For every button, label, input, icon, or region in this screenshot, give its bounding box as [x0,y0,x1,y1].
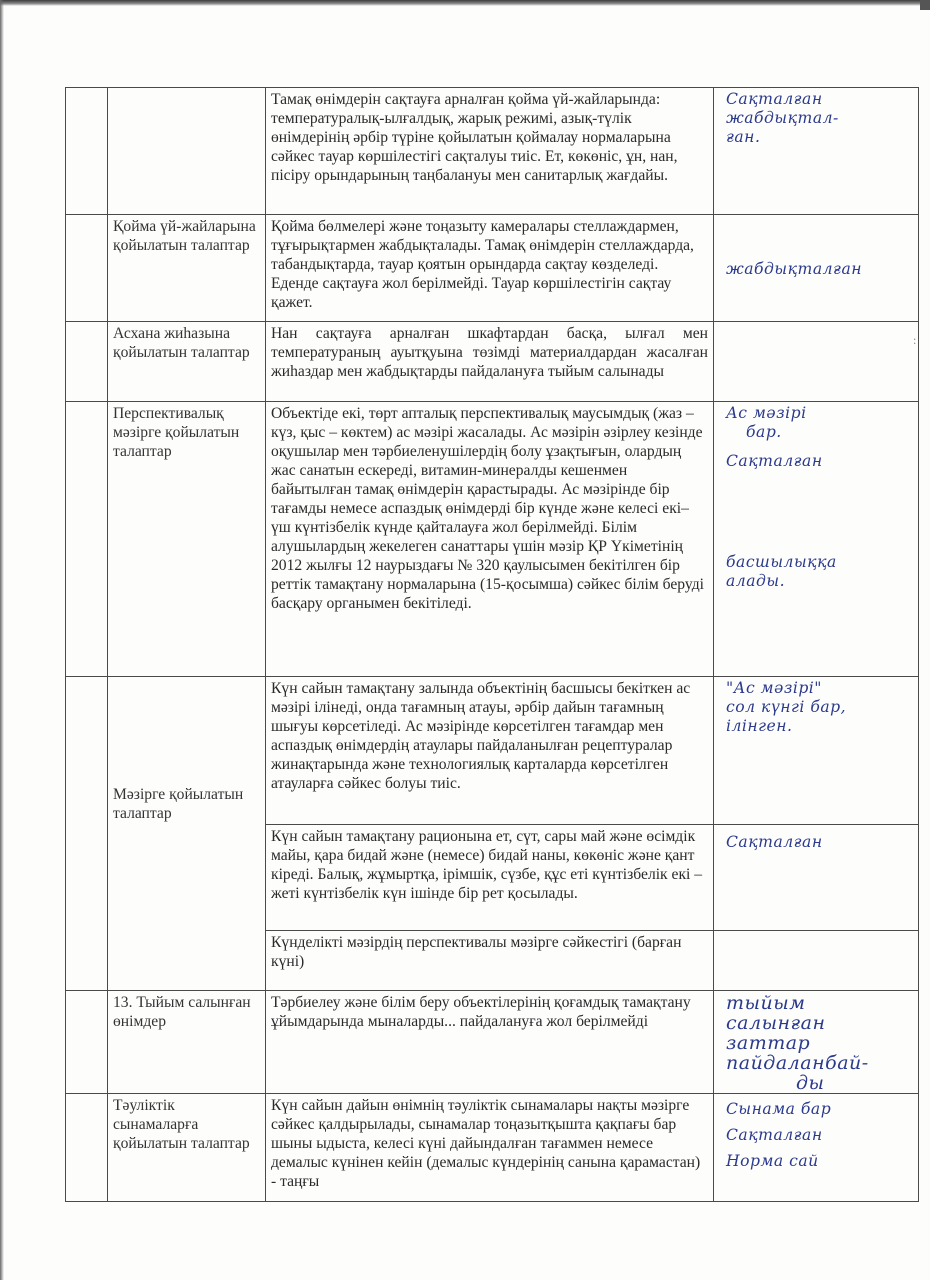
table-row [66,402,919,677]
requirement-cell: Нан сақтауға арналған шкафтардан басқа, ылғал мен температураның ауытқуына төзімді материалдардан жасалған жиһаздар мен жабдықтарды пайдалануға тыйым салынады [266,322,714,402]
category-cell: Қойма үй-жайларына қойылатын талаптар [108,215,266,322]
handwritten-note [714,1094,919,1202]
requirement-cell: Күн сайын тамақтану залында объектінің басшысы бекіткен ас мәзірі ілінеді, онда тағамның атауы, әрбір дайын тағамның шығуы көрсетіледі. Ас мәзірінде көрсетілген тағамдар мен аспаздық өнімдердің атаулары пайдаланылған рецептуралар жинақтарында және технологиялық карталарда көрсетілген атауларға сәйкес болуы тиіс. [266,677,714,825]
row-number-cell [66,215,108,322]
category-cell [108,88,266,215]
requirement-cell: Күн сайын тамақтану рационына ет, сүт, сары май және өсімдік майы, қара бидай және (немесе) бидай наны, көкөніс және қант кіреді. Балық, жұмыртқа, ірімшік, сүзбе, құс еті күнтізбелік екі – жеті күнтізбелік күн ішінде бір рет қосылады. [266,825,714,931]
requirement-cell: Күнделікті мәзірдің перспективалы мәзірге сәйкестігі (барған күні) [266,931,714,991]
category-cell: 13. Тыйым салынған өнімдер [108,991,266,1094]
table-row [66,215,919,322]
requirement-cell: Тамақ өнімдерін сақтауға арналған қойма үй-жайларында: температуралық-ылғалдық, жарық режимі, азық-түлік өнімдерінің әрбір түріне қойылатын қоймалау нормаларына сәйкес тауар көршілестігі сақталуы тиіс. Ет, көкөніс, ұн, нан, пісіру орындарының таңбалануы мен санитарлық жағдайы. [266,88,714,215]
table-row [66,677,919,825]
note-line: ды [796,1072,825,1094]
margin-mark: : [913,333,917,347]
note-line: жабдықталған [726,259,863,278]
note-line: Норма сай [726,1152,819,1170]
handwritten-note [714,88,919,215]
row-number-cell [66,1094,108,1202]
note-line: тыйым [726,992,806,1014]
note-line: Сақталған [726,833,823,851]
table-row [66,322,919,402]
note-line: бар. [746,423,782,441]
handwritten-note [714,825,919,931]
category-cell: Мәзірге қойылатын талаптар [108,677,266,991]
handwritten-note [714,215,919,322]
handwritten-note [714,931,919,991]
note-line: Сақталған [726,452,823,470]
category-cell: Перспективалық мәзірге қойылатын талаптар [108,402,266,677]
row-number-cell [66,322,108,402]
scan-edge-top [0,0,930,6]
requirement-cell: Күн сайын дайын өнімнің тәуліктік сынамалары нақты мәзірге сәйкес қалдырылады, сынамалар тоңазытқышта қақпағы бар шыны ыдыста, келесі күні дайындалған тағаммен немесе демалыс күнінен кейін (демалыс күндерінің санына қарамастан) - таңғы [266,1094,714,1202]
requirement-cell: Қойма бөлмелері және тоңазыту камералары стеллаждармен, тұғырықтармен жабдықталады. Тамақ өнімдерін стеллаждарда, табандықтарда, тауар қоятын орындарда сақтау көзделеді. Еденде сақтауға жол берілмейді. Тауар көршілестігін сақтау қажет. [266,215,714,322]
note-line: салынған заттар [726,1012,826,1054]
handwritten-note [714,991,919,1094]
note-line: сол күнгі бар, [726,698,847,716]
table-row [66,88,919,215]
row-number-cell [66,677,108,991]
note-line: алады. [726,572,786,590]
table-row [66,991,919,1094]
handwritten-note [714,677,919,825]
requirement-cell: Объектіде екі, төрт апталық перспективалық маусымдық (жаз – күз, қыс – көктем) ас мәзірі жасалады. Ас мәзірін әзірлеу кезінде оқушылар мен тәрбиеленушілердің болу ұзақтығын, олардың жас санатын ескереді, витамин-минералды кешенмен байытылған тамақ өнімдерін қарастырады. Ас мәзірінде бір тағамды немесе аспаздық өнімдерді бір күнде және келесі екі–үш күнтізбелік күнде қайталауға жол берілмейді. Білім алушылардың жекелеген санаттары үшін мәзір ҚР Үкіметінің 2012 жылғы 12 наурыздағы № 320 қаулысымен бекітілген бір реттік тамақтану нормаларына (15-қосымша) сәйкес білім беруді басқару органымен бекітіледі. [266,402,714,677]
note-line: басшылыққа [726,553,837,571]
note-line: пайдаланбай- [726,1052,869,1074]
table-row [66,1094,919,1202]
scan-corner-mark [920,0,930,10]
note-line: ілінген. [726,717,793,735]
note-line: "Ас мәзірі" [726,679,822,697]
category-cell: Тәуліктік сынамаларға қойылатын талаптар [108,1094,266,1202]
requirement-cell: Тәрбиелеу және білім беру объектілерінің қоғамдық тамақтану ұйымдарында мыналарды... пайдалануға жол берілмейді [266,991,714,1094]
note-line: Ас мәзірі [726,404,807,422]
scan-edge-left [0,0,4,1280]
note-line: Сынама бар [726,1100,832,1118]
category-cell: Асхана жиһазына қойылатын талаптар [108,322,266,402]
requirements-table [65,87,919,1202]
handwritten-note [714,402,919,677]
note-line: Сақталған [726,1126,823,1144]
note-line: ған. [726,128,761,146]
row-number-cell [66,991,108,1094]
note-line: жабдықтал- [726,109,839,127]
note-line: Сақталған [726,90,823,108]
row-number-cell [66,402,108,677]
row-number-cell [66,88,108,215]
handwritten-note [714,322,919,402]
